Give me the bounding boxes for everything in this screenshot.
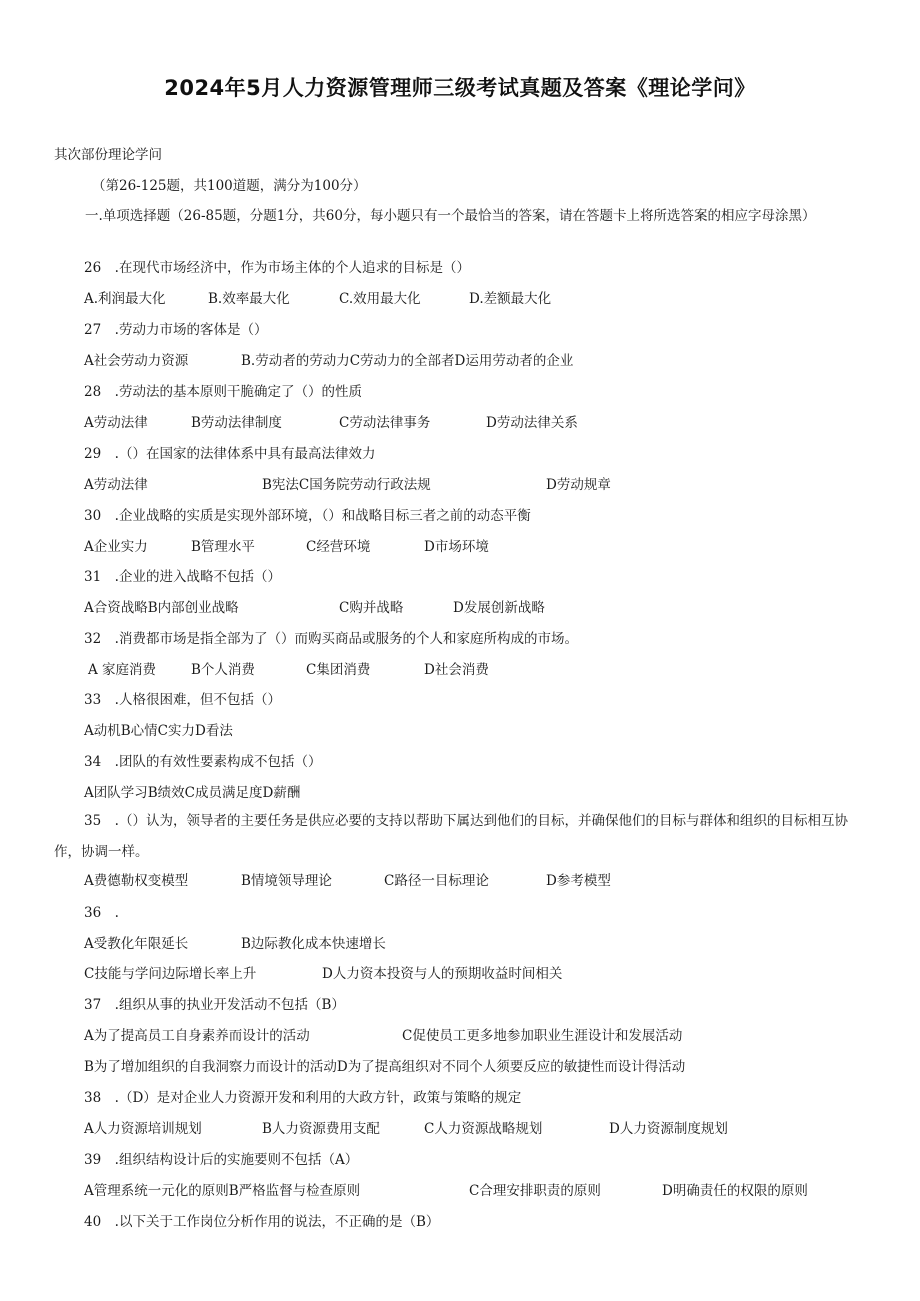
option-a: A社会劳动力资源: [84, 353, 189, 369]
option-a: A 家庭消费: [88, 662, 157, 678]
document-title: 2024年5月人力资源管理师三级考试真题及答案《理论学问》: [164, 76, 756, 100]
option-c: C促使员工更多地参加职业生涯设计和发展活动: [402, 1028, 683, 1044]
question-stem: 29 .（）在国家的法律体系中具有最高法律效力: [84, 446, 376, 462]
question-stem: 39 .组织结构设计后的实施要则不包括（A）: [84, 1152, 359, 1168]
option-ab: A管理系统一元化的原则B严格监督与检查原则: [84, 1183, 361, 1199]
question-stem: 36 .: [84, 905, 119, 921]
question-stem: 26 .在现代市场经济中，作为市场主体的个人追求的目标是（）: [84, 260, 470, 276]
option-c: C.效用最大化: [339, 291, 421, 307]
option-b: B管理水平: [191, 539, 255, 555]
option-d: D社会消费: [424, 662, 489, 678]
option-c: C合理安排职责的原则: [469, 1183, 601, 1199]
option-bc: B宪法C国务院劳动行政法规: [262, 477, 431, 493]
option-d: D发展创新战略: [453, 600, 545, 616]
option-c: C经营环境: [306, 539, 371, 555]
option-d: D.差额最大化: [469, 291, 552, 307]
option-c: C人力资源战略规划: [424, 1121, 543, 1137]
option-b: B人力资源费用支配: [262, 1121, 380, 1137]
question-stem: 33 .人格很困难，但不包括（）: [84, 692, 281, 708]
section-instruction: 一.单项选择题（26-85题，分题1分，共60分，每小题只有一个最恰当的答案，请在答题卡上将所选答案的相应字母涂黑）: [85, 208, 816, 224]
option-c: C路径一目标理论: [384, 873, 489, 889]
option-b: B.效率最大化: [208, 291, 290, 307]
question-stem: 35 .（）认为，领导者的主要任务是供应必要的支持以帮助下属达到他们的目标，并确保他们的目标与群体和组织的目标相互协作，协调一样。: [54, 813, 848, 860]
question-stem: 32 .消费都市场是指全部为了（）而购买商品或服务的个人和家庭所构成的市场。: [84, 631, 578, 647]
option-a: A为了提高员工自身素养而设计的活动: [84, 1028, 310, 1044]
section-heading: 其次部份理论学问: [54, 147, 162, 163]
option-a: A受教化年限延长: [84, 936, 189, 952]
question-stem: 27 .劳动力市场的客体是（）: [84, 322, 268, 338]
option-d: D明确责任的权限的原则: [662, 1183, 808, 1199]
answer-options: B为了增加组织的自我洞察力而设计的活动D为了提高组织对不同个人须要反应的敏捷性而设计得活动: [84, 1059, 686, 1075]
option-b: B边际教化成本快速增长: [241, 936, 386, 952]
option-d: D参考模型: [546, 873, 611, 889]
option-ab: A合资战略B内部创业战略: [84, 600, 239, 616]
question-stem: 30 .企业战略的实质是实现外部环境，（）和战略目标三者之前的动态平衡: [84, 508, 531, 524]
option-b: B劳动法律制度: [191, 415, 282, 431]
question-stem: 38 .（D）是对企业人力资源开发和利用的大政方针，政策与策略的规定: [84, 1090, 522, 1106]
option-c: C技能与学问边际增长率上升: [84, 966, 257, 982]
question-stem: 37 .组织从事的执业开发活动不包括（B）: [84, 997, 345, 1013]
option-d: D劳动规章: [546, 477, 611, 493]
option-c: C购并战略: [339, 600, 404, 616]
question-stem: 34 .团队的有效性要素构成不包括（）: [84, 754, 322, 770]
option-a: A劳动法律: [84, 477, 148, 493]
option-d: D劳动法律关系: [486, 415, 578, 431]
option-d: D人力资本投资与人的预期收益时间相关: [322, 966, 563, 982]
answer-options: A团队学习B绩效C成员满足度D薪酬: [84, 785, 301, 801]
question-stem: 31 .企业的进入战略不包括（）: [84, 569, 281, 585]
option-c: C劳动法律事务: [339, 415, 431, 431]
section-subheading: （第26-125题，共100道题，满分为100分）: [92, 178, 367, 194]
option-a: A企业实力: [84, 539, 148, 555]
answer-options: A动机B心情C实力D看法: [84, 723, 233, 739]
option-a: A.利润最大化: [84, 291, 166, 307]
option-c: C集团消费: [306, 662, 371, 678]
option-b: B情境领导理论: [241, 873, 332, 889]
question-stem: 28 .劳动法的基本原则干脆确定了（）的性质: [84, 384, 362, 400]
option-bcd: B.劳动者的劳动力C劳动力的全部者D运用劳动者的企业: [241, 353, 574, 369]
option-d: D人力资源制度规划: [609, 1121, 728, 1137]
question-stem: 40 .以下关于工作岗位分析作用的说法，不正确的是（B）: [84, 1214, 440, 1230]
option-a: A人力资源培训规划: [84, 1121, 202, 1137]
option-a: A劳动法律: [84, 415, 148, 431]
option-a: A费德勒权变模型: [84, 873, 189, 889]
option-b: B个人消费: [191, 662, 255, 678]
option-d: D市场环境: [424, 539, 489, 555]
